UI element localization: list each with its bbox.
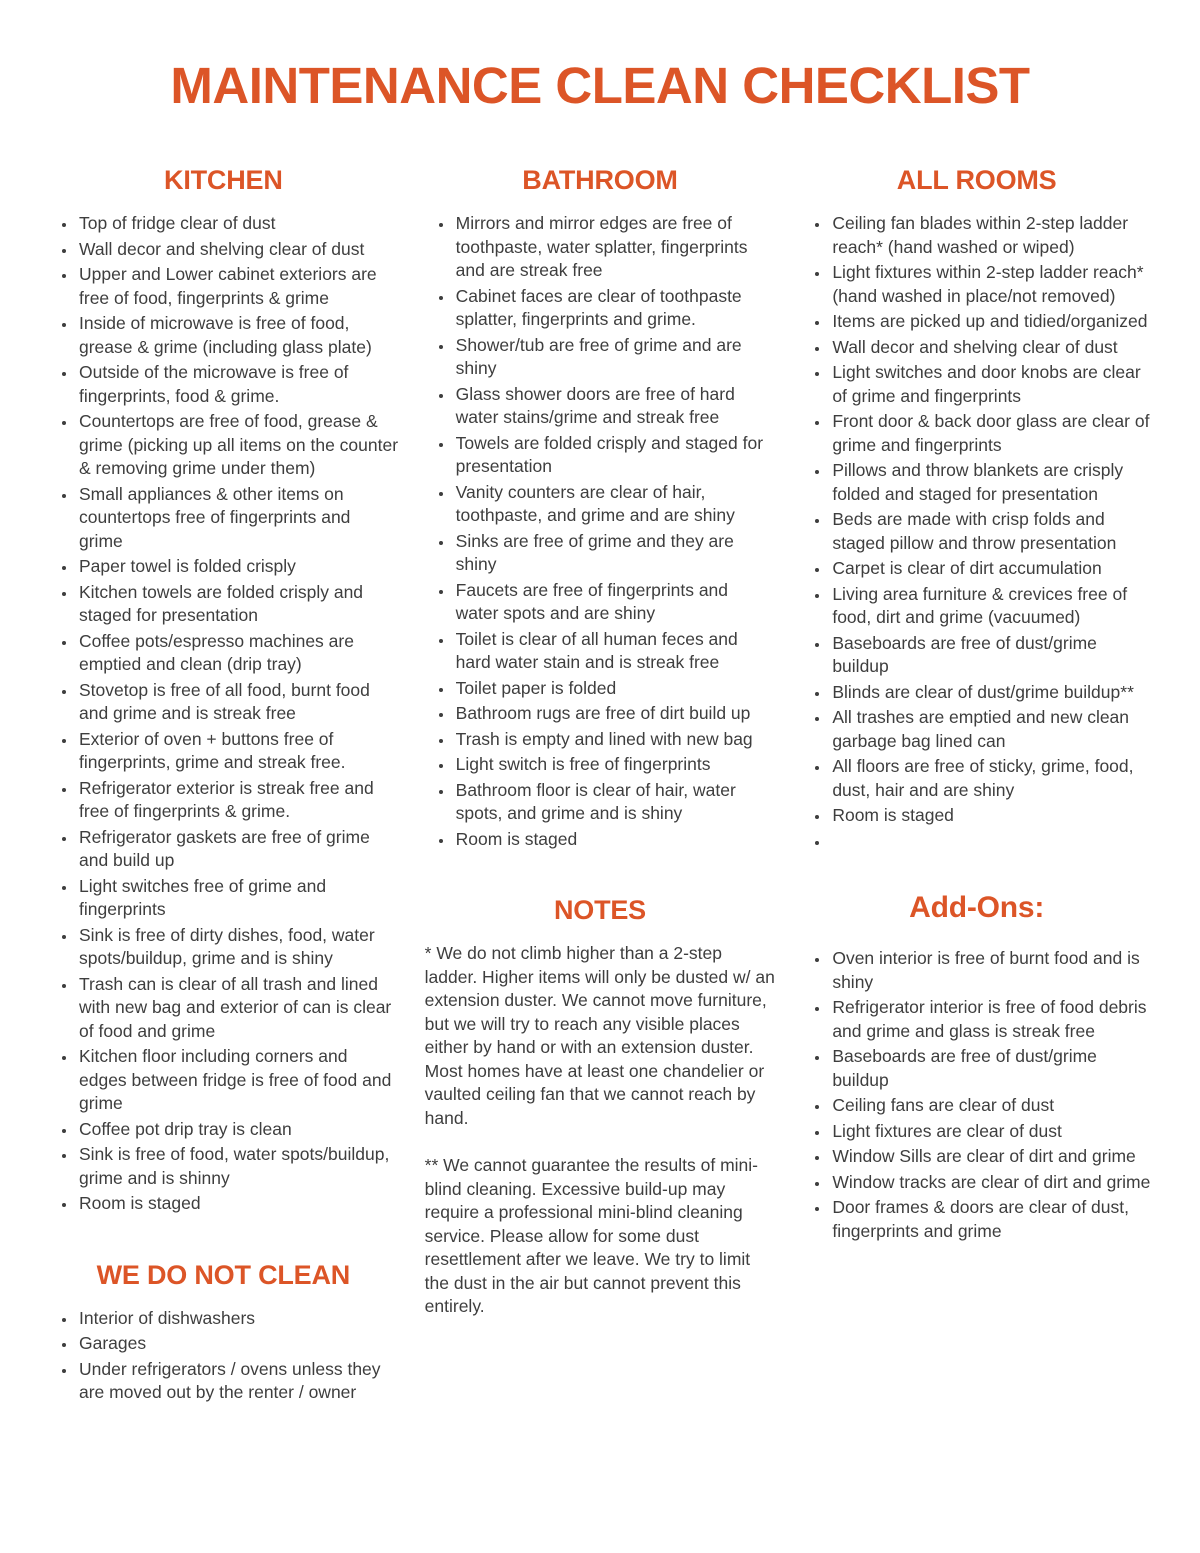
checklist-item: • Bathroom floor is clear of hair, water spots, and grime and is shiny — [454, 779, 776, 826]
checklist-item: • Coffee pot drip tray is clean — [77, 1118, 399, 1142]
add-ons-heading: Add-Ons: — [909, 891, 1045, 924]
checklist-item — [830, 830, 1152, 854]
checklist-item: • Inside of microwave is free of food, grease & grime (including glass plate) — [77, 312, 399, 359]
checklist-item: • All floors are free of sticky, grime, food, dust, hair and are shiny — [830, 755, 1152, 802]
checklist-item: • Wall decor and shelving clear of dust — [830, 336, 1152, 360]
checklist-item: • Countertops are free of food, grease & grime (picking up all items on the counter & removing grime under them) — [77, 410, 399, 481]
checklist-item: • Baseboards are free of dust/grime buildup — [830, 632, 1152, 679]
checklist-item: • Toilet paper is folded — [454, 677, 776, 701]
all-rooms-list — [801, 212, 1152, 853]
checklist-item: • Faucets are free of fingerprints and water spots and are shiny — [454, 579, 776, 626]
we-do-not-clean-list — [48, 1307, 399, 1405]
checklist-item: • Paper towel is folded crisply — [77, 555, 399, 579]
page-title: MAINTENANCE CLEAN CHECKLIST — [170, 57, 1030, 114]
checklist-item: • Shower/tub are free of grime and are shiny — [454, 334, 776, 381]
checklist-item: • Pillows and throw blankets are crisply folded and staged for presentation — [830, 459, 1152, 506]
notes-paragraphs — [425, 942, 776, 1319]
checklist-item: • Interior of dishwashers — [77, 1307, 399, 1331]
checklist-item: • Towels are folded crisply and staged for presentation — [454, 432, 776, 479]
checklist-item: • Front door & back door glass are clear of grime and fingerprints — [830, 410, 1152, 457]
checklist-item: • Under refrigerators / ovens unless they are moved out by the renter / owner — [77, 1358, 399, 1405]
checklist-item: • Wall decor and shelving clear of dust — [77, 238, 399, 262]
checklist-item: • Refrigerator interior is free of food debris and grime and glass is streak free — [830, 996, 1152, 1043]
checklist-item: • Cabinet faces are clear of toothpaste splatter, fingerprints and grime. — [454, 285, 776, 332]
checklist-item: • Stovetop is free of all food, burnt food and grime and is streak free — [77, 679, 399, 726]
checklist-item: • Coffee pots/espresso machines are emptied and clean (drip tray) — [77, 630, 399, 677]
checklist-item: • Ceiling fans are clear of dust — [830, 1094, 1152, 1118]
kitchen-column — [48, 165, 399, 1407]
checklist-item: • Kitchen floor including corners and edges between fridge is free of food and grime — [77, 1045, 399, 1116]
checklist-item: • Mirrors and mirror edges are free of toothpaste, water splatter, fingerprints and are streak free — [454, 212, 776, 283]
checklist-item: • Oven interior is free of burnt food and is shiny — [830, 947, 1152, 994]
we-do-not-clean-heading: WE DO NOT CLEAN — [96, 1259, 351, 1290]
checklist-item: • Glass shower doors are free of hard water stains/grime and streak free — [454, 383, 776, 430]
checklist-item: • Refrigerator gaskets are free of grime and build up — [77, 826, 399, 873]
notes-heading: NOTES — [553, 895, 646, 925]
checklist-item: • Outside of the microwave is free of fingerprints, food & grime. — [77, 361, 399, 408]
checklist-item: • Light fixtures within 2-step ladder reach* (hand washed in place/not removed) — [830, 261, 1152, 308]
all-rooms-heading: ALL ROOMS — [896, 165, 1057, 195]
checklist-item: • Beds are made with crisp folds and staged pillow and throw presentation — [830, 508, 1152, 555]
checklist-item: • All trashes are emptied and new clean garbage bag lined can — [830, 706, 1152, 753]
checklist-item: • Sinks are free of grime and they are shiny — [454, 530, 776, 577]
kitchen-list — [48, 212, 399, 1216]
checklist-item: • Toilet is clear of all human feces and hard water stain and is streak free — [454, 628, 776, 675]
checklist-item: • Small appliances & other items on countertops free of fingerprints and grime — [77, 483, 399, 554]
checklist-item: • Blinds are clear of dust/grime buildup** — [830, 681, 1152, 705]
checklist-item: • Light switches and door knobs are clear of grime and fingerprints — [830, 361, 1152, 408]
note-paragraph: * We do not climb higher than a 2-step ladder. Higher items will only be dusted w/ an extension duster. We cannot move furniture, but we will try to reach any visible places either by hand or with an extension duster. Most homes have at least one chandelier or vaulted ceiling fan that we cannot reach by hand. — [424, 943, 775, 1128]
checklist-item: • Vanity counters are clear of hair, toothpaste, and grime and are shiny — [454, 481, 776, 528]
checklist-item: • Trash is empty and lined with new bag — [454, 728, 776, 752]
checklist-item: • Trash can is clear of all trash and lined with new bag and exterior of can is clear of food and grime — [77, 973, 399, 1044]
checklist-item: • Baseboards are free of dust/grime buildup — [830, 1045, 1152, 1092]
checklist-item: • Ceiling fan blades within 2-step ladder reach* (hand washed or wiped) — [830, 212, 1152, 259]
checklist-item: • Room is staged — [830, 804, 1152, 828]
checklist-item: • Carpet is clear of dirt accumulation — [830, 557, 1152, 581]
checklist-item: • Top of fridge clear of dust — [77, 212, 399, 236]
kitchen-heading: KITCHEN — [164, 165, 283, 195]
checklist-item: • Light fixtures are clear of dust — [830, 1120, 1152, 1144]
checklist-item: • Light switches free of grime and fingerprints — [77, 875, 399, 922]
checklist-item: • Room is staged — [454, 828, 776, 852]
note-paragraph: ** We cannot guarantee the results of mini-blind cleaning. Excessive build-up may require a professional mini-blind cleaning service. Please allow for some dust resettlement after we leave. We try to limit the dust in the air but cannot prevent this entirely. — [424, 1155, 758, 1316]
checklist-item: • Garages — [77, 1332, 399, 1356]
checklist-item: • Exterior of oven + buttons free of fingerprints, grime and streak free. — [77, 728, 399, 775]
checklist-item: • Light switch is free of fingerprints — [454, 753, 776, 777]
all-rooms-column — [801, 165, 1152, 1245]
checklist-item: • Window Sills are clear of dirt and grime — [830, 1145, 1152, 1169]
checklist-item: • Upper and Lower cabinet exteriors are free of food, fingerprints & grime — [77, 263, 399, 310]
checklist-item: • Kitchen towels are folded crisply and staged for presentation — [77, 581, 399, 628]
bathroom-list — [425, 212, 776, 851]
checklist-item: • Sink is free of food, water spots/buildup, grime and is shinny — [77, 1143, 399, 1190]
add-ons-list — [801, 947, 1152, 1243]
content-columns — [48, 165, 1152, 1407]
checklist-item: • Door frames & doors are clear of dust, fingerprints and grime — [830, 1196, 1152, 1243]
checklist-item: • Window tracks are clear of dirt and grime — [830, 1171, 1152, 1195]
bathroom-column — [425, 165, 776, 1343]
bathroom-heading: BATHROOM — [522, 165, 678, 195]
checklist-item: • Room is staged — [77, 1192, 399, 1216]
checklist-item: • Bathroom rugs are free of dirt build up — [454, 702, 776, 726]
checklist-item: • Sink is free of dirty dishes, food, water spots/buildup, grime and is shiny — [77, 924, 399, 971]
checklist-item: • Living area furniture & crevices free of food, dirt and grime (vacuumed) — [830, 583, 1152, 630]
checklist-item: • Items are picked up and tidied/organized — [830, 310, 1152, 334]
checklist-item: • Refrigerator exterior is streak free and free of fingerprints & grime. — [77, 777, 399, 824]
